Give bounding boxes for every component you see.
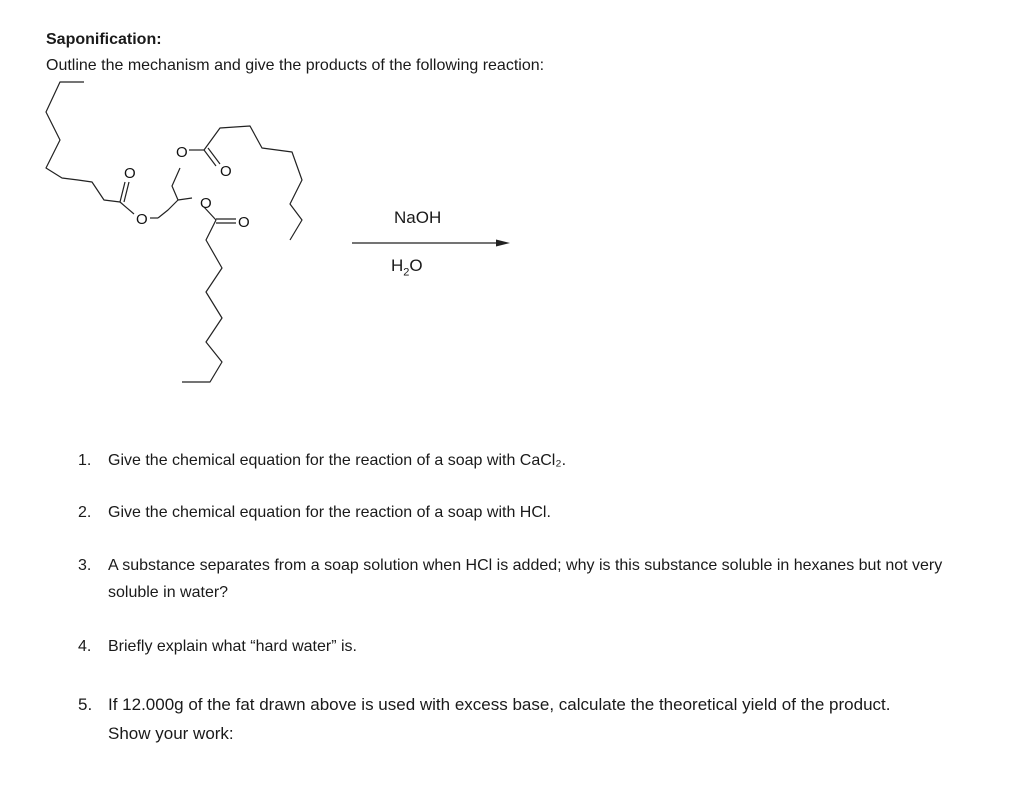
question-text: Give the chemical equation for the reaction of a soap with HCl.	[108, 504, 551, 521]
question-text: If 12.000g of the fat drawn above is used with excess base, calculate the theoretical yield of the product. Show your work:	[108, 695, 891, 743]
reagent-water-o: O	[409, 256, 423, 275]
ester-bond-1	[120, 202, 134, 214]
glycerol-backbone	[158, 168, 180, 218]
reagent-water	[391, 256, 423, 278]
fatty-chain-1	[46, 82, 120, 202]
question-text: Give the chemical equation for the reaction of a soap with CaCl₂.	[108, 452, 567, 469]
reagent-water-h: H	[391, 256, 404, 275]
oxygen-label-ester-2: O	[200, 195, 212, 212]
question-number: 5.	[78, 695, 93, 714]
question-text: Briefly explain what “hard water” is.	[108, 638, 357, 655]
carbonyl-bond-2a	[204, 150, 216, 166]
question-text: A substance separates from a soap solution when HCl is added; why is this substance soluble in hexanes but not very soluble in water?	[108, 557, 943, 601]
question-number: 2.	[78, 504, 92, 521]
reagent-naoh: NaOH	[394, 208, 442, 227]
question-number: 4.	[78, 638, 92, 655]
reaction-arrow-head	[496, 240, 510, 247]
oxygen-label-carbonyl-3: O	[238, 214, 250, 231]
question-number: 3.	[78, 557, 92, 574]
page-title: Saponification:	[46, 31, 162, 48]
oxygen-label-ester-3: O	[176, 144, 188, 161]
oxygen-label-carbonyl-1: O	[124, 165, 136, 182]
glycerol-bond-2	[178, 198, 192, 200]
oxygen-label-carbonyl-2: O	[220, 163, 232, 180]
question-number: 1.	[78, 452, 92, 469]
carbonyl-bond-2b	[208, 148, 220, 164]
reagent-water-subscript: 2	[403, 266, 410, 279]
instruction-text: Outline the mechanism and give the products of the following reaction:	[46, 57, 545, 74]
fatty-chain-3	[182, 220, 222, 382]
oxygen-label-ester-1: O	[136, 211, 148, 228]
